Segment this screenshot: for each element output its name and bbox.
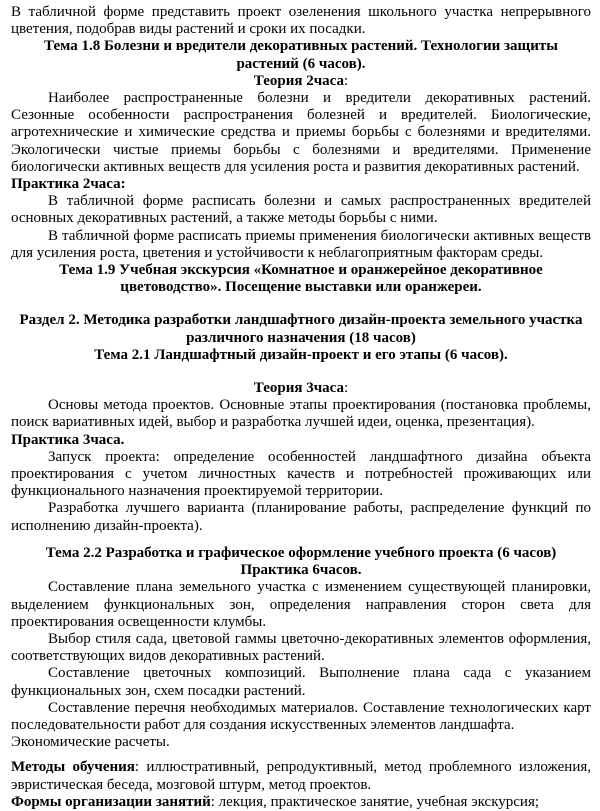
bold-run: Тема 1.9 Учебная экскурсия «Комнатное и оранжерейное декоративное цветоводство». Посещение выставки или оранжереи. [59,262,543,296]
bold-run: Тема 2.2 Разработка и графическое оформление учебного проекта (6 часов) [45,544,557,561]
text-run: Основы метода проектов. Основные этапы проектирования (постановка проблемы, поиск вариативных идей, выбор и разработка лучшей идеи, оценка, презентация). [11,397,591,431]
paragraph-ekonomicheskie-raschety [11,734,591,751]
paragraph-perechen-materialov [11,700,591,734]
text-run: Выбор стиля сада, цветовой гаммы цветочно-декоративных элементов оформления, соответствующих видов декоративных растений. [11,630,591,665]
text-run: : лекция, практическое занятие, учебная экскурсия; [210,793,540,810]
paragraph-intro [11,4,591,38]
heading-praktika-6 [11,562,591,579]
bold-run: Теория 3часа [253,380,345,397]
text-run: Составление плана земельного участка с изменением существующей планировки, выделением функциональных зон, определения направления сторон света для проектирования освещенности клумбы. [11,579,591,630]
text-run: : [344,72,349,89]
text-run: Запуск проекта: определение особенностей ландшафтного дизайна объекта проектирования с учетом личностных качеств и потребностей проживающих или функционального назначения проектируемой территории. [11,448,591,500]
paragraph-tablitsa-bolezni [11,193,591,227]
paragraph-bolezni-vrediteli [11,90,591,176]
text-run: В табличной форме расписать приемы применения биологически активных веществ для усиления роста, цветения и устойчивости к неблагоприятным факторам среды. [11,227,591,261]
text-run: Составление перечня необходимых материалов. Составление технологических карт последовательности работ для создания искусственных элементов ландшафта. [11,699,591,733]
heading-teoriya-2 [11,73,591,90]
bold-run: Практика 2часа: [11,176,126,193]
paragraph-plan-uchastka [11,579,591,631]
heading-teoriya-3 [11,380,591,397]
heading-tema-2-2 [11,545,591,562]
text-run: Наиболее распространенные болезни и вредители декоративных растений. Сезонные особенности распространения болезней и вредителей. Биологические, агротехнические и химические средства и приемы борьбы с болезнями и вредителями. Экологически чистые приемы борьбы с болезнями и вредителями. Применение биологически активных веществ для усиления роста и развития декоративных растений. [11,90,591,175]
bold-run: Практика 3часа. [11,431,125,448]
paragraph-vybor-stilya [11,631,591,665]
text-run: Составление цветочных композиций. Выполнение плана сада с указанием функциональных зон, схем посадки растений. [11,665,591,699]
bold-run: Теория 2часа [253,72,345,89]
heading-tema-1-8 [11,38,591,72]
text-run: В табличной форме расписать болезни и самых распространенных вредителей основных декоративных растений, а также методы борьбы с ними. [11,193,591,227]
text-run: Разработка лучшего варианта (планирование работы, распределение функций по исполнению дизайн-проекта). [11,500,591,534]
bold-run: Тема 2.1 Ландшафтный дизайн-проект и его этапы (6 часов). [94,346,508,363]
blank-line [11,364,591,380]
paragraph-tablitsa-priemy [11,228,591,262]
heading-praktika-3 [11,432,591,449]
text-run: В табличной форме представить проект озеленения школьного участка непрерывного цветения, подобрав виды растений и сроки их посадки. [11,4,591,38]
text-run: : иллюстративный, репродуктивный, метод проблемного изложения, эвристическая беседа, мозговой штурм, метод проектов. [11,759,591,793]
paragraph-formy-zanyatij [11,794,591,811]
paragraph-zapusk-proekta [11,449,591,501]
bold-run: Практика 6часов. [240,562,362,579]
text-run: Экономические расчеты. [11,734,170,751]
text-run: : [344,380,349,397]
blank-line [11,535,591,545]
paragraph-osnovy-metoda [11,397,591,431]
heading-tema-2-1 [11,347,591,364]
bold-run: Методы обучения [11,759,135,776]
paragraph-metody-obucheniya [11,759,591,793]
heading-tema-1-9 [11,262,591,296]
heading-praktika-2 [11,176,591,193]
paragraph-tsvetochnye-kompozitsii [11,665,591,699]
bold-run: Тема 1.8 Болезни и вредители декоративных растений. Технологии защиты растений (6 часов). [44,38,558,72]
heading-razdel-2 [11,312,591,346]
blank-line [11,296,591,312]
bold-run: Формы организации занятий [11,793,211,810]
paragraph-razrabotka-varianta [11,500,591,534]
blank-line [11,751,591,759]
bold-run: Раздел 2. Методика разработки ландшафтного дизайн-проекта земельного участка различного назначения (18 часов) [19,312,583,346]
